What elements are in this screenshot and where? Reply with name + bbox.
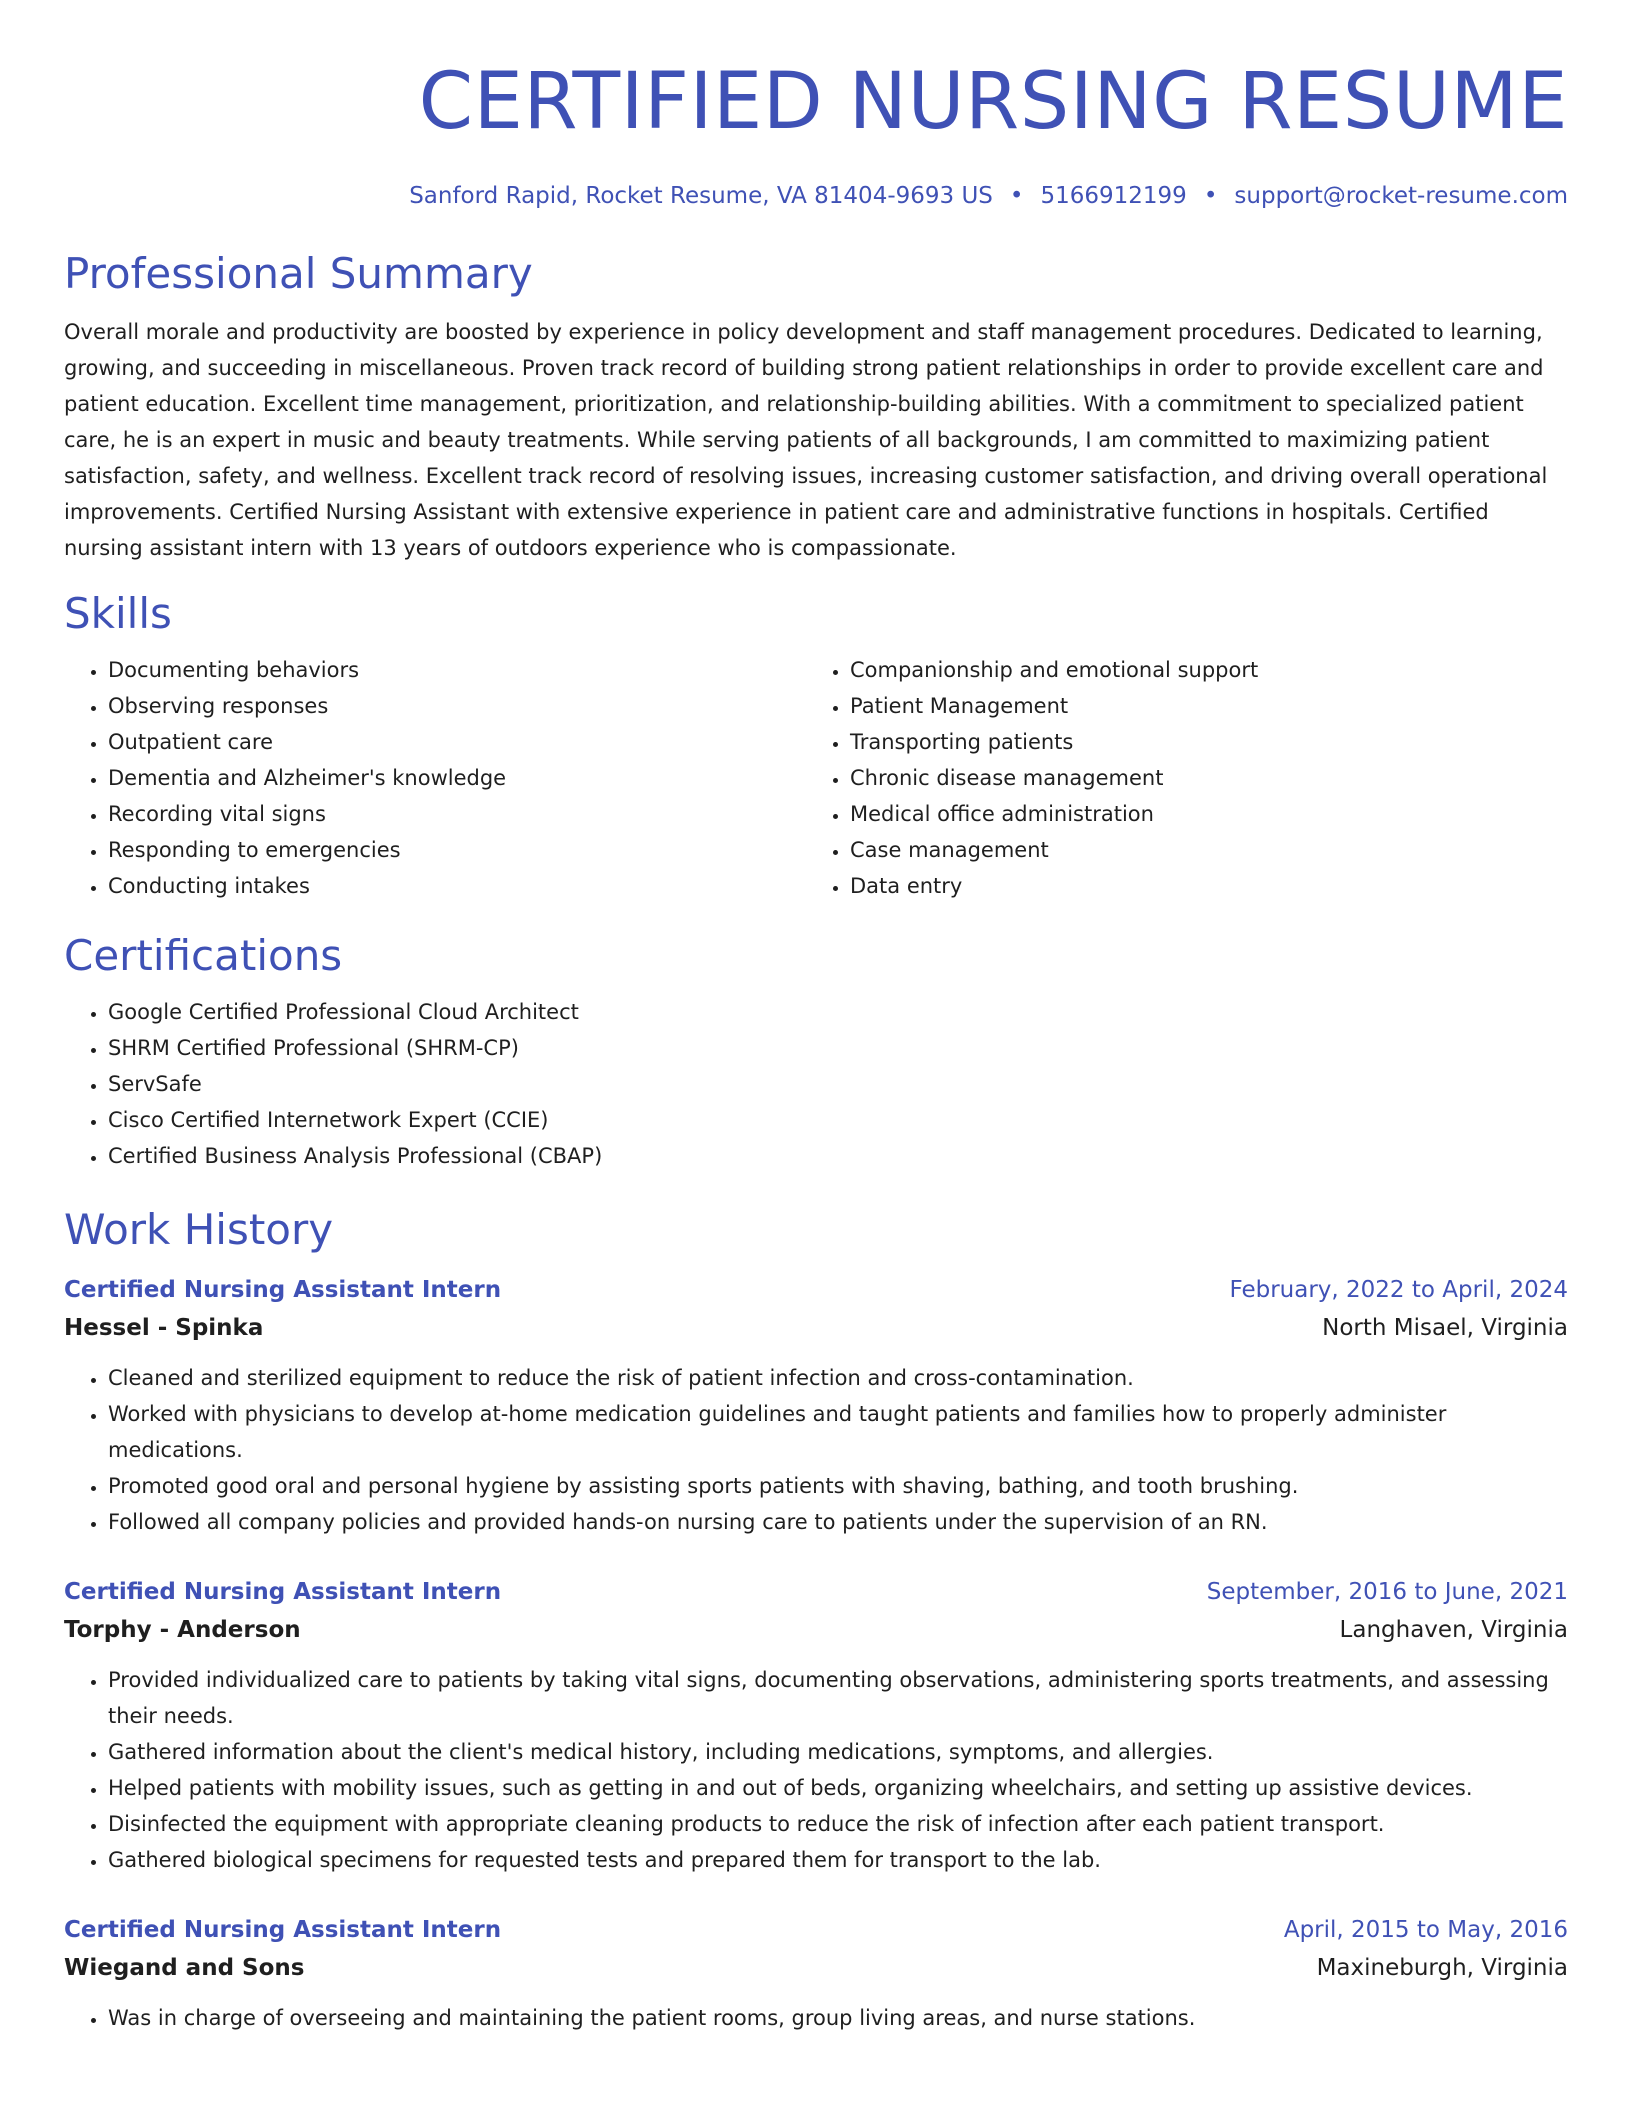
job-company-row <box>64 1308 1568 1348</box>
certification-item: • SHRM Certified Professional (SHRM-CP) <box>108 1030 1568 1066</box>
skills-section-title: Skills <box>64 589 172 638</box>
job-duty-item: • Gathered biological specimens for requested tests and prepared them for transport to the lab. <box>108 1842 1568 1878</box>
skill-item: • Transporting patients <box>850 724 1548 760</box>
job-duties-list <box>64 1662 1568 1878</box>
contact-address: Sanford Rapid, Rocket Resume, VA 81404-9693 US <box>409 183 993 209</box>
job-duty-item: • Provided individualized care to patients by taking vital signs, documenting observations, administering sports treatments, and assessing their needs. <box>108 1662 1568 1734</box>
skill-item: • Dementia and Alzheimer's knowledge <box>108 760 806 796</box>
job-company-row <box>64 1948 1568 1988</box>
job-duty-item: • Followed all company policies and provided hands-on nursing care to patients under the supervision of an RN. <box>108 1504 1568 1540</box>
skill-item: • Recording vital signs <box>108 796 806 832</box>
certifications-section-title: Certifications <box>64 931 343 980</box>
job-location: North Misael, Virginia <box>1322 1315 1568 1341</box>
job-duty-item: • Was in charge of overseeing and maintaining the patient rooms, group living areas, and nurse stations. <box>108 2000 1568 2036</box>
resume-page <box>64 0 1568 2036</box>
skill-item: • Responding to emergencies <box>108 832 806 868</box>
certification-item: • ServSafe <box>108 1066 1568 1102</box>
job-company: Wiegand and Sons <box>64 1955 305 1981</box>
job-title: Certified Nursing Assistant Intern <box>64 1917 502 1943</box>
job-header-row <box>64 1912 1568 1948</box>
job-company-row <box>64 1610 1568 1650</box>
job-duty-item: • Disinfected the equipment with appropriate cleaning products to reduce the risk of infection after each patient transport. <box>108 1806 1568 1842</box>
skill-item: • Companionship and emotional support <box>850 652 1548 688</box>
job-entry <box>64 1574 1568 1878</box>
contact-line <box>64 180 1568 212</box>
certification-item: • Certified Business Analysis Professional (CBAP) <box>108 1138 1568 1174</box>
job-dates: September, 2016 to June, 2021 <box>1206 1579 1568 1605</box>
job-duties-list <box>64 2000 1568 2036</box>
job-duty-item: • Promoted good oral and personal hygiene by assisting sports patients with shaving, bathing, and tooth brushing. <box>108 1468 1568 1504</box>
contact-phone[interactable]: 5166912199 <box>1040 183 1187 209</box>
job-location: Langhaven, Virginia <box>1339 1617 1568 1643</box>
certification-item: • Cisco Certified Internetwork Expert (CCIE) <box>108 1102 1568 1138</box>
resume-name-heading: CERTIFIED NURSING RESUME <box>418 57 1568 147</box>
skill-item: • Medical office administration <box>850 796 1548 832</box>
job-title: Certified Nursing Assistant Intern <box>64 1579 502 1605</box>
job-header-row <box>64 1272 1568 1308</box>
skills-column-right <box>806 652 1548 904</box>
summary-section-title: Professional Summary <box>64 249 533 298</box>
skill-item: • Outpatient care <box>108 724 806 760</box>
contact-separator: • <box>1009 183 1024 209</box>
skill-item: • Case management <box>850 832 1548 868</box>
job-dates: February, 2022 to April, 2024 <box>1229 1277 1568 1303</box>
job-title: Certified Nursing Assistant Intern <box>64 1277 502 1303</box>
job-dates: April, 2015 to May, 2016 <box>1283 1917 1568 1943</box>
skill-item: • Conducting intakes <box>108 868 806 904</box>
job-company: Hessel - Spinka <box>64 1315 264 1341</box>
skill-item: • Data entry <box>850 868 1548 904</box>
contact-separator: • <box>1203 183 1218 209</box>
job-entry <box>64 1912 1568 2036</box>
job-company: Torphy - Anderson <box>64 1617 301 1643</box>
certification-item: • Google Certified Professional Cloud Architect <box>108 994 1568 1030</box>
job-location: Maxineburgh, Virginia <box>1316 1955 1568 1981</box>
job-duty-item: • Gathered information about the client's medical history, including medications, symptoms, and allergies. <box>108 1734 1568 1770</box>
skills-list-left <box>64 652 806 904</box>
job-duty-item: • Worked with physicians to develop at-home medication guidelines and taught patients and families how to properly administer medications. <box>108 1396 1568 1468</box>
work-history-section-title: Work History <box>64 1205 334 1254</box>
skill-item: • Observing responses <box>108 688 806 724</box>
skill-item: • Documenting behaviors <box>108 652 806 688</box>
skills-columns <box>64 652 1568 904</box>
skill-item: • Chronic disease management <box>850 760 1548 796</box>
job-duties-list <box>64 1360 1568 1540</box>
summary-text: Overall morale and productivity are boosted by experience in policy development and staff management procedures. Dedicated to learning, growing, and succeeding in miscellaneous. Proven track record of building strong patient relationships in order to provide excellent care and patient education. Excellent time management, prioritization, and relationship-building abilities. With a commitment to specialized patient care, he is an expert in music and beauty treatments. While serving patients of all backgrounds, I am committed to maximizing patient satisfaction, safety, and wellness. Excellent track record of resolving issues, increasing customer satisfaction, and driving overall operational improvements. Certified Nursing Assistant with extensive experience in patient care and administrative functions in hospitals. Certified nursing assistant intern with 13 years of outdoors experience who is compassionate. <box>64 320 1548 560</box>
certifications-list <box>64 994 1568 1174</box>
job-entry <box>64 1272 1568 1540</box>
job-duty-item: • Helped patients with mobility issues, such as getting in and out of beds, organizing wheelchairs, and setting up assistive devices. <box>108 1770 1568 1806</box>
job-header-row <box>64 1574 1568 1610</box>
skills-column-left <box>64 652 806 904</box>
skills-list-right <box>806 652 1548 904</box>
contact-email[interactable]: support@rocket-resume.com <box>1234 183 1568 209</box>
job-duty-item: • Cleaned and sterilized equipment to reduce the risk of patient infection and cross-contamination. <box>108 1360 1568 1396</box>
skill-item: • Patient Management <box>850 688 1548 724</box>
